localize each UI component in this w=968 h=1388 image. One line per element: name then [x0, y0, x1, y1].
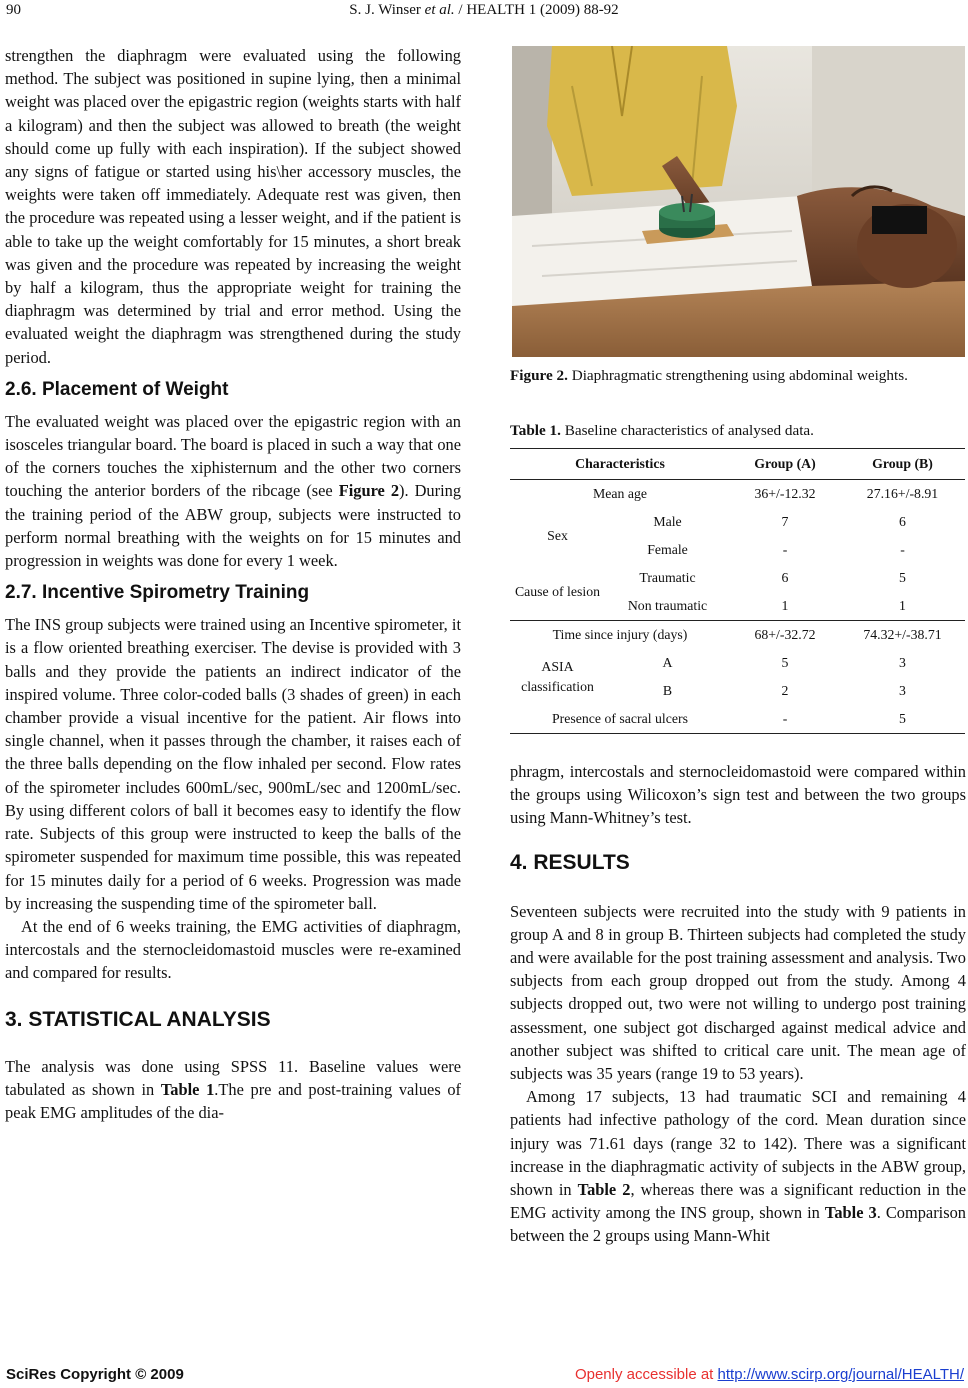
running-head: S. J. Winser et al. / HEALTH 1 (2009) 88-92 — [349, 2, 619, 18]
journal-url-link[interactable]: http://www.scirp.org/journal/HEALTH/ — [717, 1366, 964, 1383]
heading-placement-of-weight: 2.6. Placement of Weight — [5, 378, 229, 400]
page-number: 90 — [6, 2, 21, 18]
paragraph-comparison: phragm, intercostals and sternocleidomastoid were compared within the groups using Wilicoxon’s sign test and between the two groups using Mann-Whitney’s test. — [510, 762, 966, 828]
table-1 — [510, 448, 965, 734]
heading-statistical-analysis: 3. STATISTICAL ANALYSIS — [5, 1007, 271, 1031]
table-3-reference: Table 3 — [824, 1203, 877, 1223]
paragraph-intro: strengthen the diaphragm were evaluated using the following method. The subject was positioned in supine lying, then a minimal weight was placed over the epigastric region (weights starts with half a kilogram) and then the subject was allowed to breath (the weight should come up fully with each inspiration). If the subject showed any signs of fatigue or started using his\her accessory muscles, the weights were taken off immediately. Adequate rest was given, then the procedure was repeated using a lesser weight, and if the patient is able to take up the weight comfortably for 15 minutes, a short break was given and the procedure was repeated by increasing the weight by half a kilogram, thus the appropriate weight for training the diaphragm was determined by trial and error method. Using the evaluated weight the diaphragm was strengthened during the study period. — [5, 46, 461, 367]
table-row-asia-b: B 2 3 — [662, 683, 906, 698]
figure-2-reference: Figure 2 — [338, 481, 400, 501]
page-footer — [0, 1366, 968, 1386]
heading-incentive-spirometry: 2.7. Incentive Spirometry Training — [5, 582, 310, 604]
table-row-non-traumatic: Non traumatic 1 1 — [627, 598, 906, 613]
paragraph-results-subjects: Seventeen subjects were recruited into the study with 9 patients in group A and 8 in group B. Thirteen subjects had completed the study and were available for the post training assessment and analysis. Two subjects from each group dropped out from the study. Among 4 subjects dropped out, two were not willing to undergo post training assessment, one subject got discharged against medical advice and another subject was shifted to critical care unit. The mean age of subjects was 35 years (range 19 to 53 years). — [510, 901, 966, 1084]
header-group-a: Group (A) — [730, 449, 840, 480]
heading-results: 4. RESULTS — [510, 850, 630, 874]
paragraph-spirometry: The INS group subjects were trained using an Incentive spirometer, it is a flow oriented breathing exerciser. The devise is provided with 3 balls and they provide the patients an indirect indicator of the inspired volume. Three color-coded balls (3 shades of green) in each chamber provide a visual incentive for the patient. Air flows into single channel, when it passes through the chamber, it raises each of the three balls depending on the flow inhaled per second. Flow rates of the spirometer includes 600mL/sec, 900mL/sec and 1200mL/sec. By using different colors of ball it becomes easy to identify the flow rate. Subjects of this group were instructed to keep the balls of the spirometer suspended for maximum time possible, this was repeated for 15 minutes daily for a period of 6 weeks. Progression was made by increasing the suspending time of the spirometer ball. — [5, 615, 461, 913]
table-1-reference: Table 1 — [160, 1079, 215, 1099]
cause-label: Cause of lesion — [514, 584, 601, 599]
figure-2-photo — [512, 46, 965, 357]
right-column-text — [510, 760, 966, 1248]
paragraph-analysis: The analysis was done using SPSS 11. Baseline values were tabulated as shown in Table 1.The pre and post-training values of peak EMG amplitudes of the dia- — [5, 1056, 461, 1122]
header-group-b: Group (B) — [840, 449, 965, 480]
table-row-time-since-injury: Time since injury (days) 68+/-32.72 74.32+/-38.71 — [510, 621, 965, 650]
sex-label: Sex — [547, 528, 568, 543]
paragraph-placement: The evaluated weight was placed over the epigastric region with an isosceles triangular board. The board is placed in such a way that one of the corners touches the xiphisternum and the other two corners touching the anterior borders of the ribcage (see Figure 2). During the training period of the ABW group, subjects were instructed to perform normal breathing with the weights on for 15 minutes and progression in weights was done for every 1 week. — [5, 411, 462, 571]
copyright-notice: SciRes Copyright © 2009 — [6, 1366, 184, 1383]
asia-label: ASIA classification — [521, 659, 594, 694]
table-row-sacral-ulcers: Presence of sacral ulcers - 5 — [510, 705, 965, 734]
paragraph-reexamined: At the end of 6 weeks training, the EMG activities of diaphragm, intercostals and the sternocleidomastoid muscles were re-examined and compared for results. — [5, 916, 461, 983]
figure-2-caption: Figure 2. Diaphragmatic strengthening using abdominal weights. — [510, 367, 908, 384]
table-row-male: Sex Male 7 6 — [510, 508, 965, 536]
table-1-caption: Table 1. Baseline characteristics of analysed data. — [510, 422, 814, 439]
table-row-mean-age: Mean age 36+/-12.32 27.16+/-8.91 — [592, 486, 939, 501]
table-row-asia-a: ASIA classification A 5 3 — [510, 649, 965, 677]
open-access-notice: Openly accessible at http://www.scirp.org/journal/HEALTH/ — [574, 1366, 964, 1383]
table-row-traumatic: Cause of lesion Traumatic 6 5 — [510, 564, 965, 592]
table-header-row — [510, 449, 965, 480]
header-characteristics: Characteristics — [510, 449, 730, 480]
paragraph-results-activity: Among 17 subjects, 13 had traumatic SCI and remaining 4 patients had infective pathology of the cord. Mean duration since injury was 71.61 days (range 32 to 142). There was a significant increase in the diaphragmatic activity of subjects in the ABW group, shown in Table 2, whereas there was a significant reduction in the EMG activity among the INS group, shown in Table 3. Comparison between the 2 groups using Mann-Whit — [510, 1087, 966, 1246]
table-2-reference: Table 2 — [577, 1180, 631, 1200]
page-header — [0, 2, 968, 24]
left-column — [5, 44, 461, 1124]
patient-photo-illustration — [512, 46, 965, 357]
table-row-female: Female - - — [647, 542, 905, 557]
